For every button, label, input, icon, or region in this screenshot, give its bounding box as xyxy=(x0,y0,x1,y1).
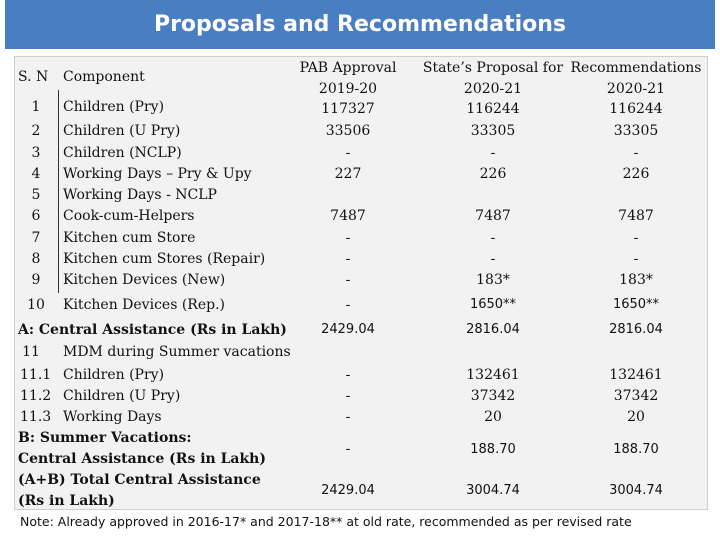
row-state: 20 xyxy=(484,409,502,425)
mdm-sn: 11 xyxy=(22,344,40,360)
row-state: 1650** xyxy=(469,297,517,312)
header-sn: S. N xyxy=(18,69,49,85)
header-state-line2: 2020-21 xyxy=(463,81,523,97)
row-state: - xyxy=(490,145,496,161)
row-rec: 1650** xyxy=(612,297,660,312)
central-assistance-b-pab: - xyxy=(345,442,351,457)
row-pab: - xyxy=(345,230,351,246)
header-component: Component xyxy=(63,69,145,85)
central-assistance-b-line2: Central Assistance (Rs in Lakh) xyxy=(18,451,266,467)
row-pab: - xyxy=(345,409,351,425)
row-state: 132461 xyxy=(466,367,520,383)
mdm-label: MDM during Summer vacations xyxy=(63,344,291,360)
row-pab: - xyxy=(345,145,351,161)
header-state-line1: State’s Proposal for xyxy=(422,60,564,76)
row-rec: 226 xyxy=(622,166,650,182)
row-rec: 33305 xyxy=(613,123,659,139)
row-sn: 11.3 xyxy=(20,409,52,425)
row-pab: - xyxy=(345,388,351,404)
row-pab: - xyxy=(345,251,351,267)
row-component: Children (U Pry) xyxy=(63,388,181,404)
central-assistance-b-state: 188.70 xyxy=(470,442,516,457)
row-rec: - xyxy=(633,145,639,161)
row-pab: 227 xyxy=(334,166,362,182)
central-assistance-a-state: 2816.04 xyxy=(466,322,520,337)
row-rec: 132461 xyxy=(609,367,663,383)
header-rec-line2: 2020-21 xyxy=(606,81,666,97)
row-component: Kitchen Devices (New) xyxy=(63,272,226,288)
row-component: Working Days xyxy=(63,409,162,425)
row-rec: 37342 xyxy=(613,388,659,404)
central-assistance-a-label: A: Central Assistance (Rs in Lakh) xyxy=(18,322,287,338)
row-sn: 10 xyxy=(27,297,45,313)
central-assistance-a-pab: 2429.04 xyxy=(321,322,375,337)
row-pab: - xyxy=(345,367,351,383)
row-pab: 117327 xyxy=(321,101,375,117)
row-state: 183* xyxy=(476,272,510,288)
column-divider xyxy=(58,90,59,293)
row-sn: 3 xyxy=(31,145,41,161)
row-rec: 7487 xyxy=(618,208,654,224)
row-pab: 7487 xyxy=(330,208,366,224)
row-component: Children (Pry) xyxy=(63,99,165,115)
row-state: 33305 xyxy=(470,123,516,139)
row-component: Working Days - NCLP xyxy=(63,187,217,203)
row-sn: 7 xyxy=(31,230,41,246)
row-rec: 20 xyxy=(627,409,645,425)
row-state: - xyxy=(490,251,496,267)
header-rec-line1: Recommendations xyxy=(570,60,702,76)
header-pab-line1: PAB Approval xyxy=(299,60,397,76)
row-pab: 33506 xyxy=(325,123,371,139)
row-state: - xyxy=(490,230,496,246)
row-sn: 11.1 xyxy=(20,367,52,383)
total-line1: (A+B) Total Central Assistance xyxy=(18,472,261,488)
row-component: Children (NCLP) xyxy=(63,145,182,161)
row-sn: 8 xyxy=(31,251,41,267)
row-component: Kitchen cum Stores (Repair) xyxy=(63,251,266,267)
row-pab: - xyxy=(345,272,351,288)
total-pab: 2429.04 xyxy=(321,483,375,498)
row-sn: 11.2 xyxy=(20,388,52,404)
row-sn: 6 xyxy=(31,208,41,224)
row-sn: 2 xyxy=(31,123,41,139)
row-rec: - xyxy=(633,230,639,246)
row-component: Children (U Pry) xyxy=(63,123,181,139)
row-sn: 9 xyxy=(31,272,41,288)
central-assistance-a-rec: 2816.04 xyxy=(609,322,663,337)
total-state: 3004.74 xyxy=(466,483,520,498)
row-state: 226 xyxy=(479,166,507,182)
row-state: 7487 xyxy=(475,208,511,224)
row-component: Kitchen Devices (Rep.) xyxy=(63,297,225,313)
row-sn: 4 xyxy=(31,166,41,182)
total-rec: 3004.74 xyxy=(609,483,663,498)
row-pab: - xyxy=(345,297,351,313)
page-title: Proposals and Recommendations xyxy=(5,0,715,49)
central-assistance-b-line1: B: Summer Vacations: xyxy=(18,430,192,446)
central-assistance-b-rec: 188.70 xyxy=(613,442,659,457)
row-sn: 1 xyxy=(31,99,41,115)
row-state: 37342 xyxy=(470,388,516,404)
row-rec: - xyxy=(633,251,639,267)
row-sn: 5 xyxy=(31,187,41,203)
footnote: Note: Already approved in 2016-17* and 2017-18** at old rate, recommended as per revised rate xyxy=(20,514,632,529)
total-line2: (Rs in Lakh) xyxy=(18,493,115,509)
row-component: Working Days – Pry & Upy xyxy=(63,166,252,182)
row-rec: 183* xyxy=(619,272,653,288)
row-component: Cook-cum-Helpers xyxy=(63,208,195,224)
row-component: Children (Pry) xyxy=(63,367,165,383)
row-state: 116244 xyxy=(466,101,520,117)
row-component: Kitchen cum Store xyxy=(63,230,196,246)
row-rec: 116244 xyxy=(609,101,663,117)
header-pab-line2: 2019-20 xyxy=(318,81,378,97)
